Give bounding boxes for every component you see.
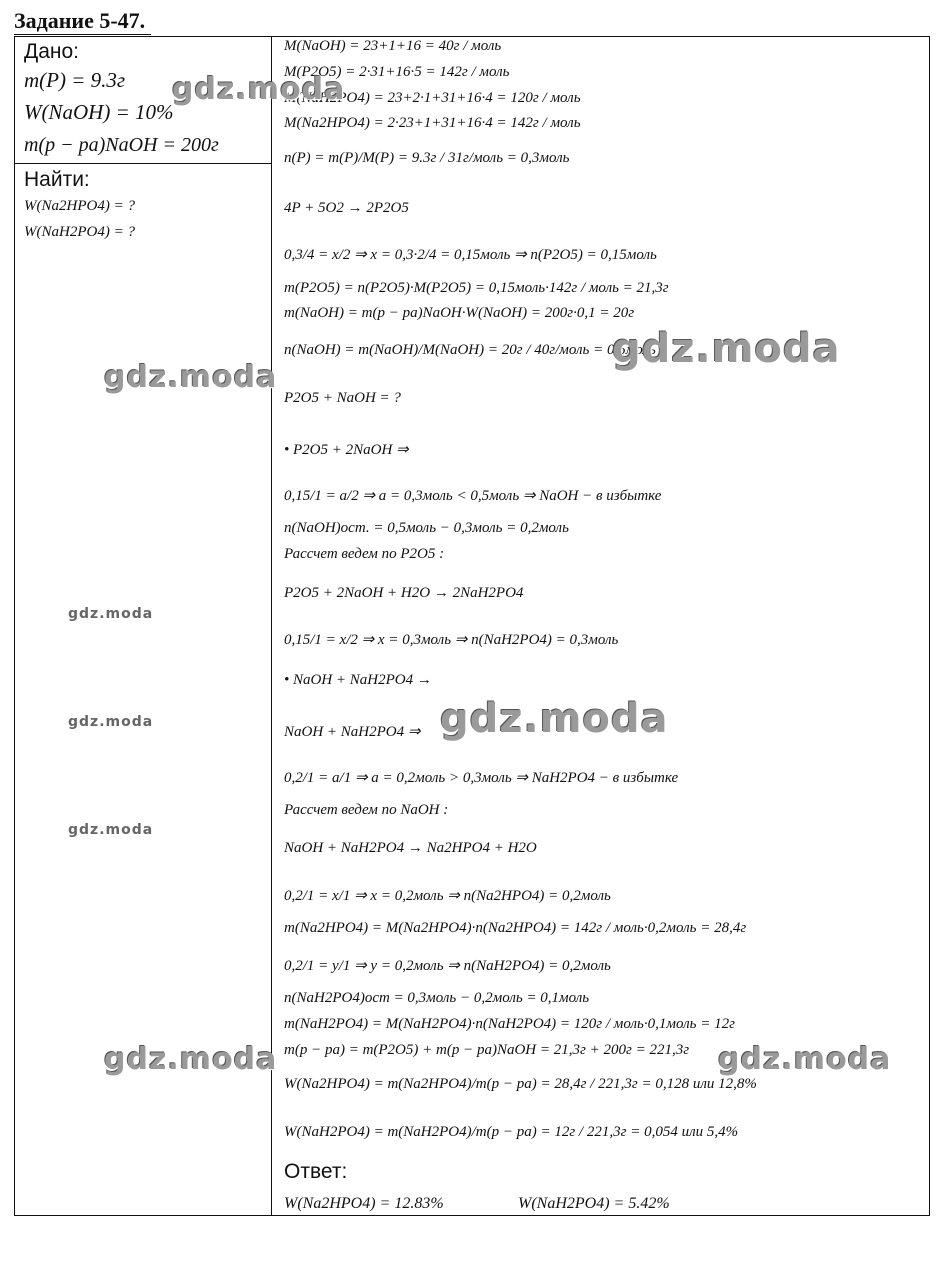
solution-line: NaOH + NaH2PO4 → Na2HPO4 + H2O xyxy=(284,840,537,856)
solution-note: Рассчет ведем по P2O5 : xyxy=(284,546,445,562)
solution-line: 0,3/4 = x/2 ⇒ x = 0,3·2/4 = 0,15моль ⇒ n(P2O5) = 0,15моль xyxy=(284,247,657,263)
task-title: Задание 5-47. xyxy=(14,8,151,35)
watermark: gdz.moda xyxy=(68,822,154,838)
solution-line: m(P2O5) = n(P2O5)·M(P2O5) = 0,15моль·142г / моль = 21,3г xyxy=(284,280,669,296)
solution-line: M(NaH2PO4) = 23+2·1+31+16·4 = 120г / моль xyxy=(284,90,581,106)
find-w-na2hpo4: W(Na2HPO4) = ? xyxy=(24,198,135,214)
find-w-nah2po4: W(NaH2PO4) = ? xyxy=(24,224,135,240)
solution-line: M(Na2HPO4) = 2·23+1+31+16·4 = 142г / моль xyxy=(284,115,581,131)
solution-line: n(NaOH)ост. = 0,5моль − 0,3моль = 0,2моль xyxy=(284,520,569,536)
solution-line: W(NaH2PO4) = m(NaH2PO4)/m(p − pa) = 12г / 221,3г = 0,054 или 5,4% xyxy=(284,1124,739,1140)
given-w-naoh: W(NaOH) = 10% xyxy=(24,100,174,124)
answer-header: Ответ: xyxy=(284,1160,348,1183)
watermark: gdz.moda xyxy=(440,696,669,742)
solution-line: M(NaOH) = 23+1+16 = 40г / моль xyxy=(284,38,502,54)
watermark: gdz.moda xyxy=(172,72,346,107)
solution-line: n(NaOH) = m(NaOH)/M(NaOH) = 20г / 40г/моль = 0,5моль xyxy=(284,342,656,358)
given-mass-solution: m(p − pa)NaOH = 200г xyxy=(24,134,219,156)
answer-nah2po4: W(NaH2PO4) = 5.42% xyxy=(518,1195,670,1212)
answer-na2hpo4: W(Na2HPO4) = 12.83% xyxy=(284,1195,444,1212)
solution-table xyxy=(14,36,930,1216)
solution-line: m(NaOH) = m(p − pa)NaOH·W(NaOH) = 200г·0,1 = 20г xyxy=(284,305,635,321)
solution-line: M(P2O5) = 2·31+16·5 = 142г / моль xyxy=(284,64,510,80)
given-header: Дано: xyxy=(24,40,80,63)
solution-line: n(P) = m(P)/M(P) = 9.3г / 31г/моль = 0,3моль xyxy=(284,150,570,166)
watermark: gdz.moda xyxy=(68,714,154,730)
find-header: Найти: xyxy=(24,168,90,191)
solution-line: • P2O5 + 2NaOH ⇒ xyxy=(284,442,409,458)
solution-line: • NaOH + NaH2PO4 → xyxy=(284,672,432,688)
solution-line: 0,15/1 = a/2 ⇒ a = 0,3моль < 0,5моль ⇒ NaOH − в избытке xyxy=(284,488,662,504)
watermark: gdz.moda xyxy=(612,326,841,372)
given-mass-p: m(P) = 9.3г xyxy=(24,68,126,92)
solution-line: 0,2/1 = y/1 ⇒ y = 0,2моль ⇒ n(NaH2PO4) = 0,2моль xyxy=(284,958,611,974)
solution-line: W(Na2HPO4) = m(Na2HPO4)/m(p − pa) = 28,4г / 221,3г = 0,128 или 12,8% xyxy=(284,1076,757,1092)
given-divider xyxy=(14,163,272,164)
solution-note: Рассчет ведем по NaOH : xyxy=(284,802,449,818)
column-divider xyxy=(271,36,272,1216)
solution-line: P2O5 + NaOH = ? xyxy=(284,390,401,406)
watermark: gdz.moda xyxy=(68,606,154,622)
solution-line: m(Na2HPO4) = M(Na2HPO4)·n(Na2HPO4) = 142г / моль·0,2моль = 28,4г xyxy=(284,920,747,936)
solution-line: 4P + 5O2 → 2P2O5 xyxy=(284,200,409,216)
solution-line: P2O5 + 2NaOH + H2O → 2NaH2PO4 xyxy=(284,585,524,601)
solution-line: 0,2/1 = x/1 ⇒ x = 0,2моль ⇒ n(Na2HPO4) = 0,2моль xyxy=(284,888,611,904)
watermark: gdz.moda xyxy=(104,360,278,395)
solution-line: m(p − pa) = m(P2O5) + m(p − pa)NaOH = 21,3г + 200г = 221,3г xyxy=(284,1042,690,1058)
solution-line: n(NaH2PO4)ост = 0,3моль − 0,2моль = 0,1моль xyxy=(284,990,590,1006)
watermark: gdz.moda xyxy=(104,1042,278,1077)
watermark: gdz.moda xyxy=(718,1042,892,1077)
solution-line: 0,2/1 = a/1 ⇒ a = 0,2моль > 0,3моль ⇒ NaH2PO4 − в избытке xyxy=(284,770,679,786)
solution-line: m(NaH2PO4) = M(NaH2PO4)·n(NaH2PO4) = 120г / моль·0,1моль = 12г xyxy=(284,1016,735,1032)
solution-line: 0,15/1 = x/2 ⇒ x = 0,3моль ⇒ n(NaH2PO4) = 0,3моль xyxy=(284,632,619,648)
solution-line: NaOH + NaH2PO4 ⇒ xyxy=(284,724,421,740)
